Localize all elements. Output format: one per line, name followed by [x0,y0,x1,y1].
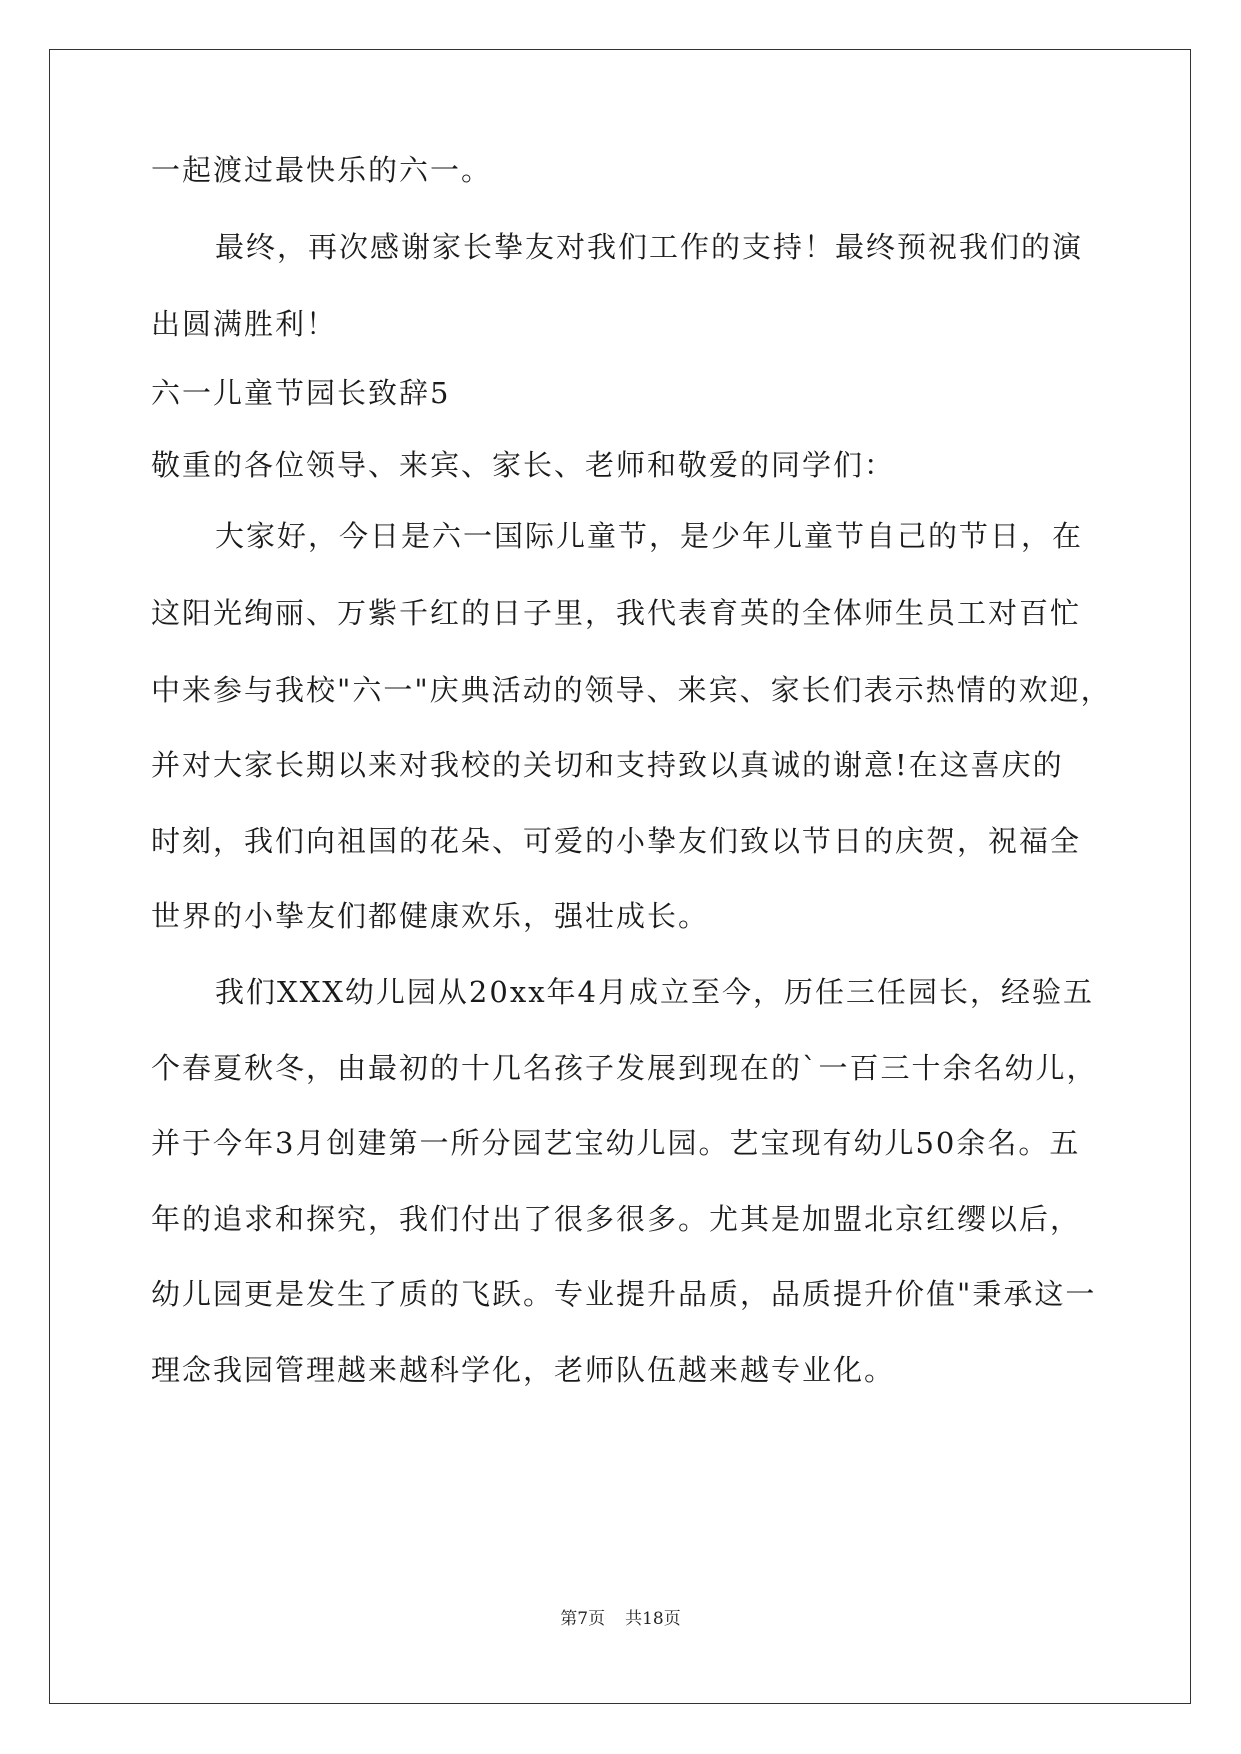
page-number-total: 共18页 [625,1609,681,1629]
text-line: 幼儿园更是发生了质的飞跃。专业提升品质，品质提升价值"秉承这一 [151,1277,1097,1311]
text-line: 中来参与我校"六一"庆典活动的领导、来宾、家长们表示热情的欢迎， [151,673,1112,707]
page-footer [0,1607,1241,1631]
text-line: 并于今年3月创建第一所分园艺宝幼儿园。艺宝现有幼儿50余名。五 [151,1126,1081,1160]
text-line: 出圆满胜利！ [151,307,338,341]
text-line: 最终，再次感谢家长挚友对我们工作的支持！最终预祝我们的演 [215,230,1084,264]
page-number-current: 第7页 [560,1609,606,1629]
text-line: 大家好，今日是六一国际儿童节，是少年儿童节自己的节日，在 [215,519,1084,553]
salutation: 敬重的各位领导、来宾、家长、老师和敬爱的同学们： [151,448,896,482]
text-line: 并对大家长期以来对我校的关切和支持致以真诚的谢意!在这喜庆的 [151,748,1064,782]
text-line: 时刻，我们向祖国的花朵、可爱的小挚友们致以节日的庆贺，祝福全 [151,824,1082,858]
text-line: 个春夏秋冬，由最初的十几名孩子发展到现在的`一百三十余名幼儿， [151,1051,1098,1085]
text-line: 这阳光绚丽、万紫千红的日子里，我代表育英的全体师生员工对百忙 [151,596,1082,630]
text-line: 理念我园管理越来越科学化，老师队伍越来越专业化。 [151,1353,896,1387]
section-heading: 六一儿童节园长致辞5 [151,376,451,410]
text-line: 一起渡过最快乐的六一。 [151,153,493,187]
text-line: 世界的小挚友们都健康欢乐，强壮成长。 [151,899,710,933]
text-line: 我们XXX幼儿园从20xx年4月成立至今，历任三任园长，经验五 [215,975,1094,1009]
page-border [49,49,1191,1704]
text-line: 年的追求和探究，我们付出了很多很多。尤其是加盟北京红缨以后， [151,1202,1082,1236]
